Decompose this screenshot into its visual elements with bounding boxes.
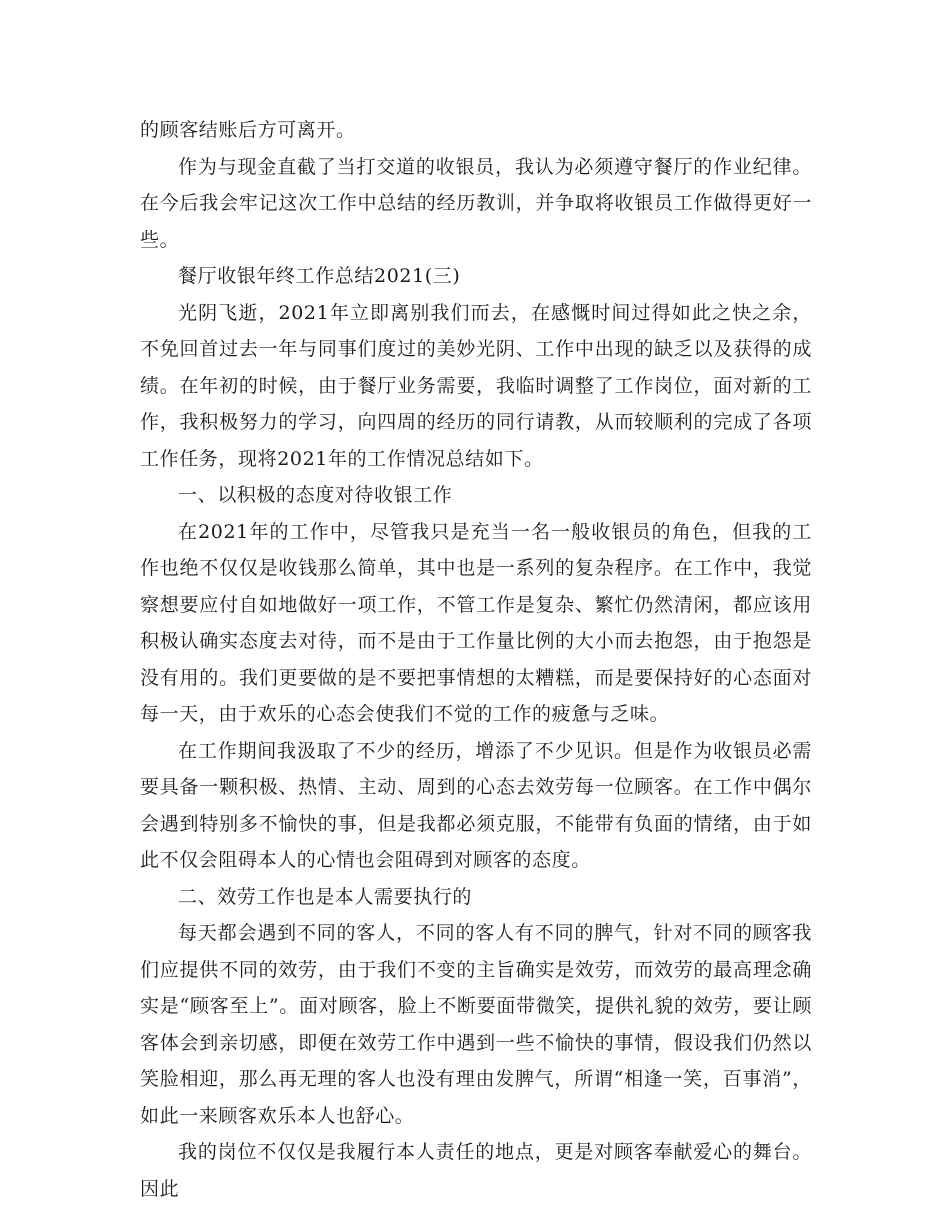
paragraph: 在工作期间我汲取了不少的经历，增添了不少见识。但是作为收银员必需要具备一颗积极、热情、主动、周到的心态去效劳每一位顾客。在工作中偶尔会遇到特别多不愉快的事，但是我都必须克服，不能带有负面的情绪，由于如此不仅会阻碍本人的心情也会阻碍到对顾客的态度。 (140, 739, 812, 871)
document-body (140, 112, 812, 1207)
paragraph-continuation: 的顾客结账后方可离开。 (140, 119, 356, 141)
paragraph: 我的岗位不仅仅是我履行本人责任的地点，更是对顾客奉献爱心的舞台。因此 (140, 1141, 812, 1200)
section-heading: 一、以积极的态度对待收银工作 (178, 484, 453, 506)
paragraph: 每天都会遇到不同的客人，不同的客人有不同的脾气，针对不同的顾客我们应提供不同的效劳，由于我们不变的主旨确实是效劳，而效劳的最高理念确实是“顾客至上”。面对顾客，脸上不断要面带微笑，提供礼貌的效劳，要让顾客体会到亲切感，即便在效劳工作中遇到一些不愉快的事情，假设我们仍然以笑脸相迎，那么再无理的客人也没有理由发脾气，所谓“相逢一笑，百事消”，如此一来顾客欢乐本人也舒心。 (140, 922, 812, 1127)
paragraph: 在2021年的工作中，尽管我只是充当一名一般收银员的角色，但我的工作也绝不仅仅是收钱那么简单，其中也是一系列的复杂程序。在工作中，我觉察想要应付自如地做好一项工作，不管工作是复杂、繁忙仍然清闲，都应该用积极认确实态度去对待，而不是由于工作量比例的大小而去抱怨，由于抱怨是没有用的。我们更要做的是不要把事情想的太糟糕，而是要保持好的心态面对每一天，由于欢乐的心态会使我们不觉的工作的疲惫与乏味。 (140, 520, 812, 725)
paragraph: 光阴飞逝，2021年立即离别我们而去，在感慨时间过得如此之快之余，不免回首过去一年与同事们度过的美妙光阴、工作中出现的缺乏以及获得的成绩。在年初的时候，由于餐厅业务需要，我临时调整了工作岗位，面对新的工作，我积极努力的学习，向四周的经历的同行请教，从而较顺利的完成了各项工作任务，现将2021年的工作情况总结如下。 (140, 301, 812, 470)
paragraph: 作为与现金直截了当打交道的收银员，我认为必须遵守餐厅的作业纪律。在今后我会牢记这次工作中总结的经历教训，并争取将收银员工作做得更好一些。 (140, 155, 812, 251)
section-title: 餐厅收银年终工作总结2021(三) (178, 265, 461, 287)
section-heading: 二、效劳工作也是本人需要执行的 (178, 885, 473, 908)
